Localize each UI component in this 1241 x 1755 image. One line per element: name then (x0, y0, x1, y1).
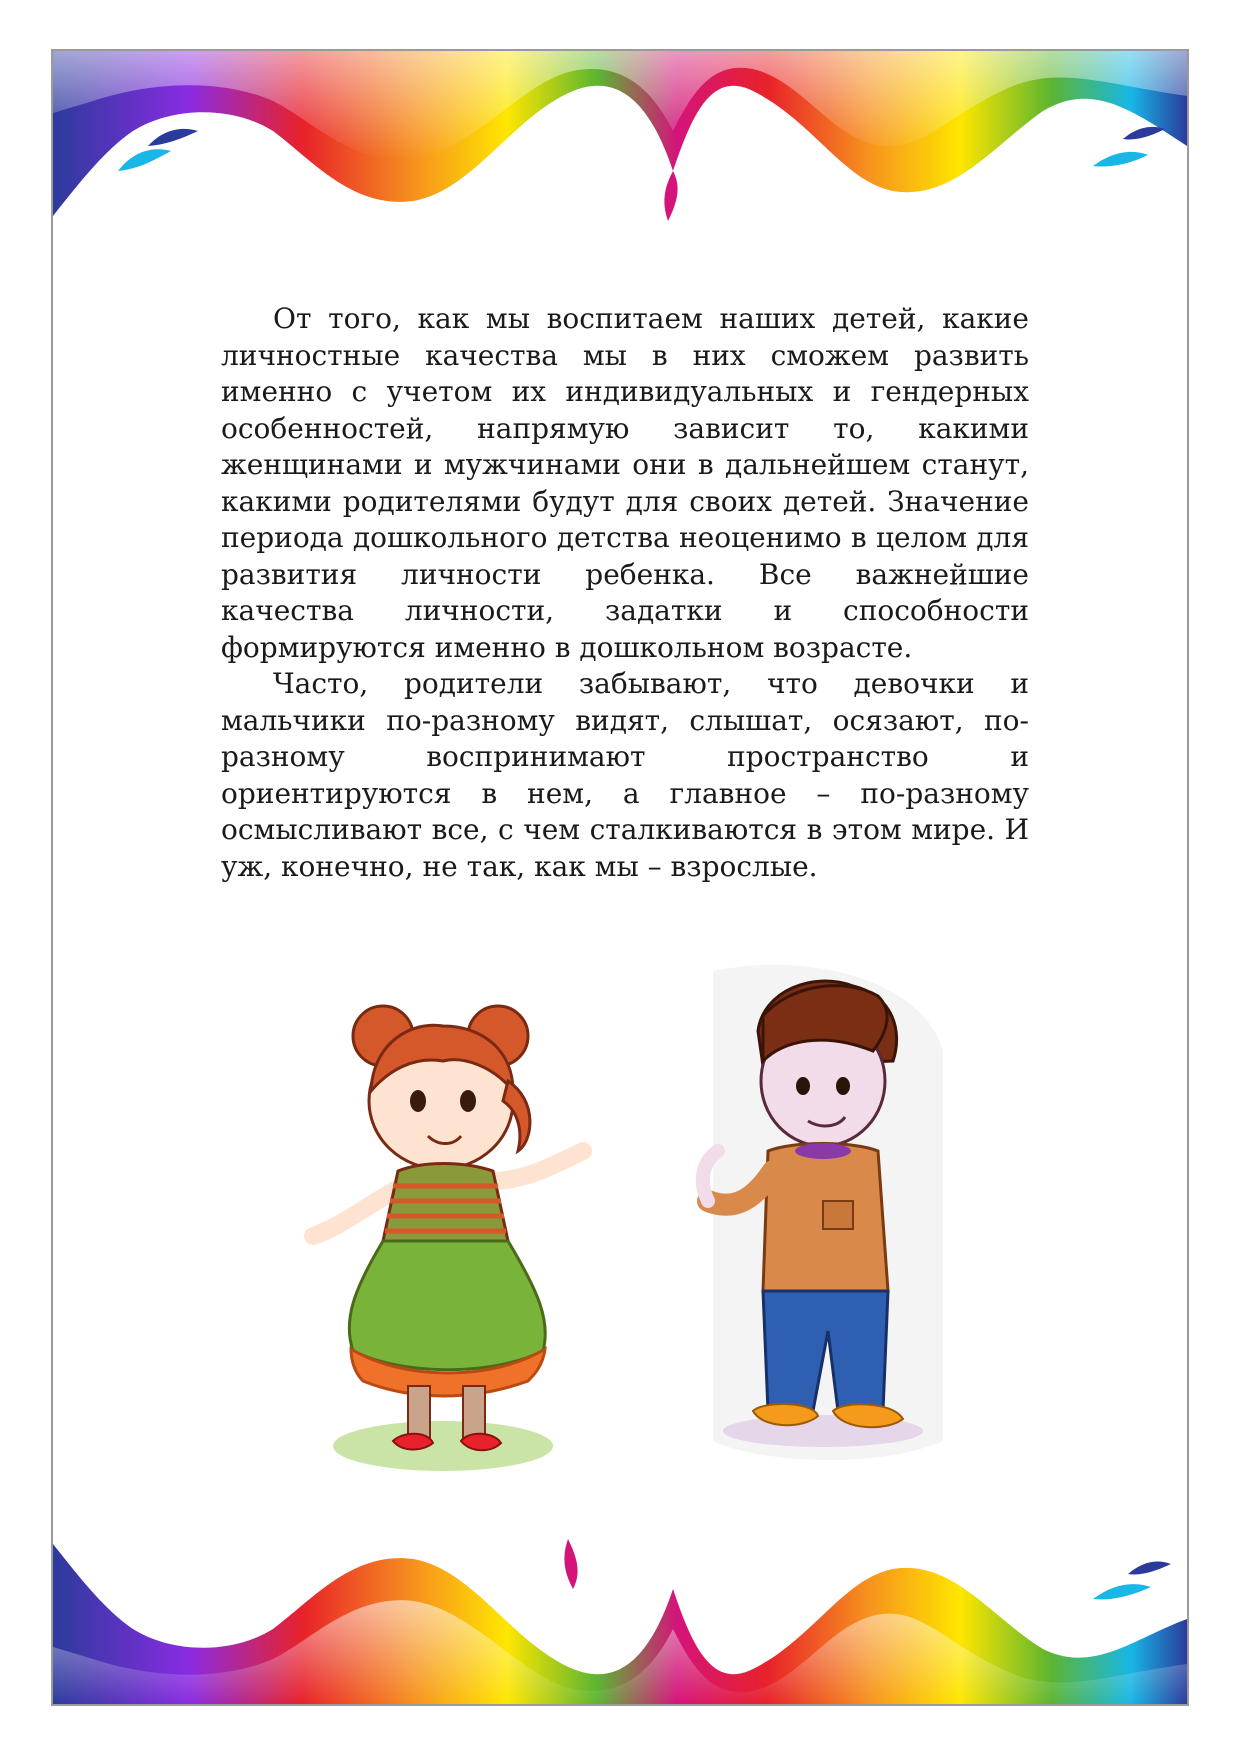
children-illustration (53, 951, 1187, 1571)
decorative-border-bottom (53, 1529, 1187, 1704)
paragraph-1: От того, как мы воспитаем наших детей, какие личностные качества мы в них сможем развить именно с учетом их индивидуальных и гендерных особенностей, напрямую зависит то, какими женщинами и мужчинами они в дальнейшем станут, какими родителями будут для своих детей. Значение периода дошкольного детства неоценимо в целом для развития личности ребенка. Все важнейшие качества личности, задатки и способности формируются именно в дошкольном возрасте. (221, 302, 1029, 664)
cartoon-girl (313, 1006, 583, 1471)
article-text (221, 301, 1029, 885)
page-frame (51, 49, 1189, 1706)
paragraph-2: Часто, родители забывают, что девочки и мальчики по-разному видят, слышат, осязают, по-разному воспринимают пространство и ориентируются в нем, а главное – по-разному осмысливают все, с чем сталкиваются в этом мире. И уж, конечно, не так, как мы – взрослые. (221, 667, 1029, 883)
decorative-border-top (53, 51, 1187, 226)
cartoon-boy (703, 965, 943, 1460)
